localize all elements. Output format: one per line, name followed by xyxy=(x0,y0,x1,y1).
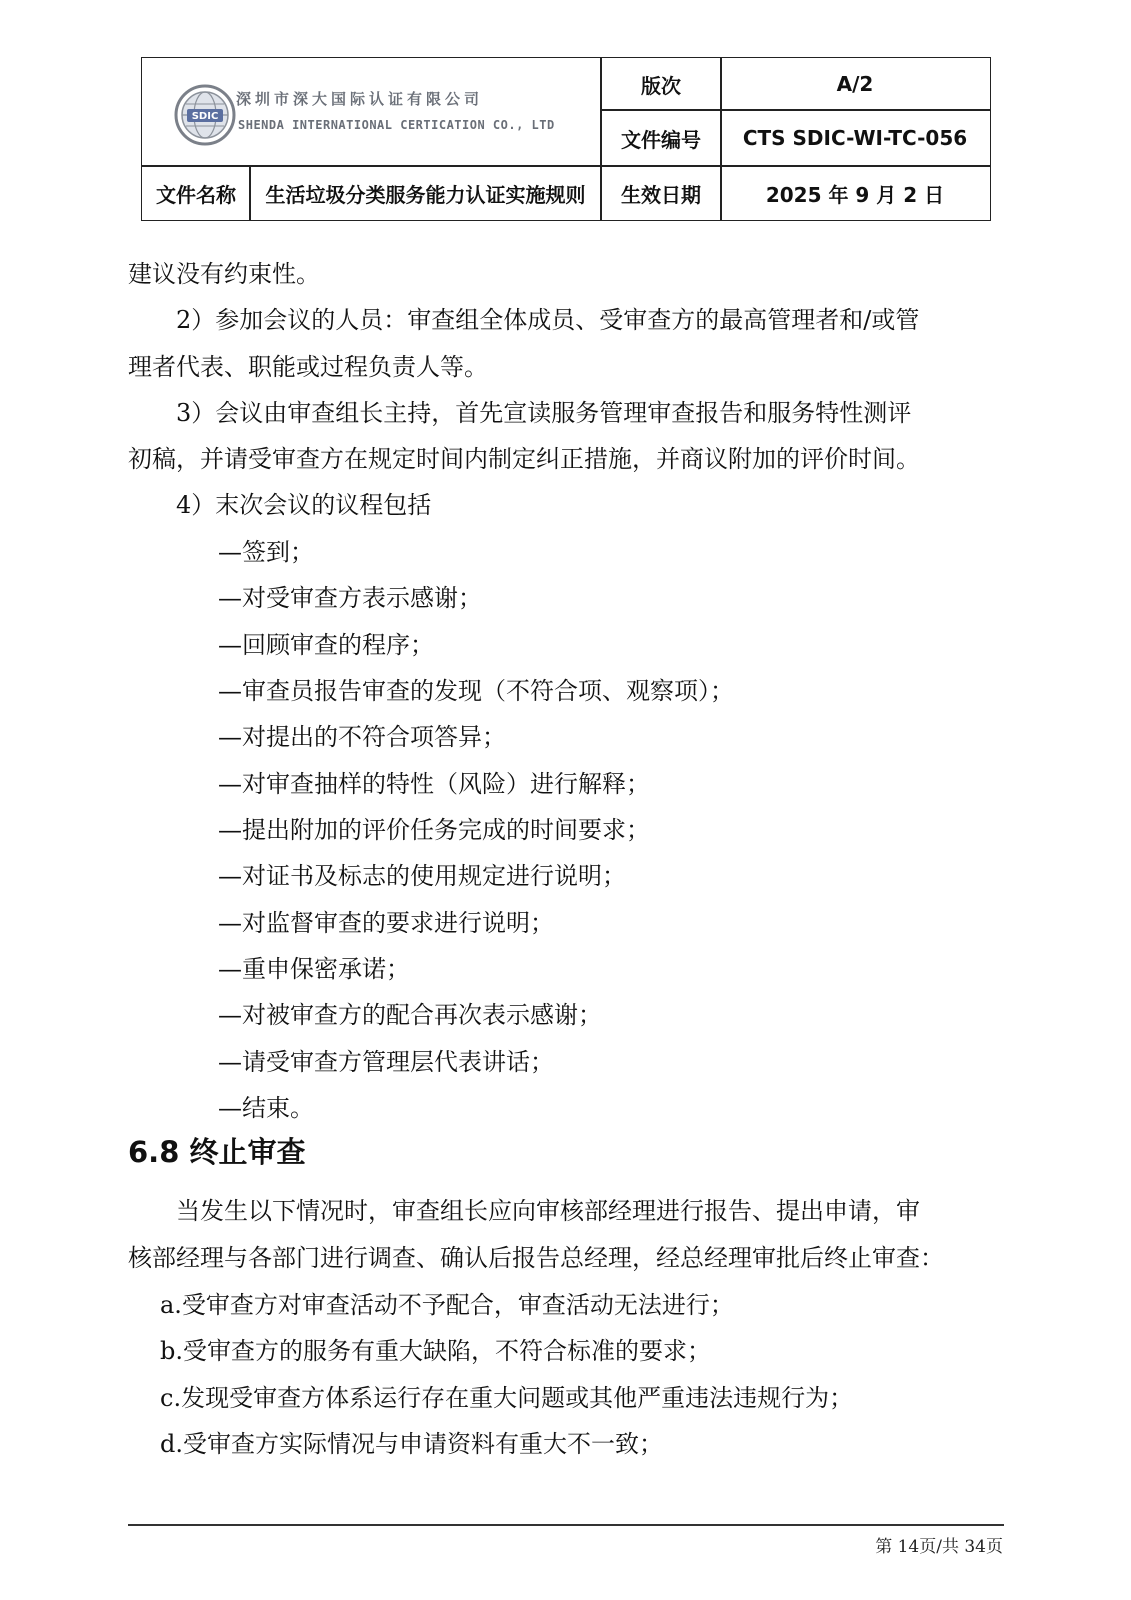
list-item: —提出附加的评价任务完成的时间要求； xyxy=(218,816,650,844)
section-heading: 6.8 终止审查 xyxy=(128,1135,306,1169)
list-item: —回顾审查的程序； xyxy=(218,631,434,659)
doc-number-label: 文件编号 xyxy=(621,127,701,152)
list-item: —签到； xyxy=(218,538,314,566)
company-name-en: SHENDA INTERNATIONAL CERTICATION CO., LTD xyxy=(238,118,555,132)
table-divider xyxy=(249,165,251,220)
version-label: 版次 xyxy=(641,73,681,98)
list-item: —请受审查方管理层代表讲话； xyxy=(218,1048,554,1076)
paragraph-line: 核部经理与各部门进行调查、确认后报告总经理，经总经理审批后终止审查： xyxy=(128,1244,944,1272)
list-item: c.发现受审查方体系运行存在重大问题或其他严重违法违规行为； xyxy=(160,1384,854,1412)
globe-logo-icon xyxy=(174,84,236,146)
doc-name-label: 文件名称 xyxy=(156,182,236,207)
list-item: b.受审查方的服务有重大缺陷，不符合标准的要求； xyxy=(160,1337,711,1365)
company-logo xyxy=(174,84,594,144)
list-item: —结束。 xyxy=(218,1094,314,1122)
doc-name-value: 生活垃圾分类服务能力认证实施规则 xyxy=(265,182,586,207)
list-item: —对提出的不符合项答异； xyxy=(218,723,506,751)
table-divider xyxy=(720,58,722,220)
paragraph-line: 建议没有约束性。 xyxy=(128,260,320,288)
paragraph-line: 初稿，并请受审查方在规定时间内制定纠正措施，并商议附加的评价时间。 xyxy=(128,445,920,473)
list-item: —审查员报告审查的发现（不符合项、观察项）； xyxy=(218,677,734,705)
list-item: —重申保密承诺； xyxy=(218,955,410,983)
version-value: A/2 xyxy=(836,72,874,96)
effective-date-label: 生效日期 xyxy=(621,182,701,207)
paragraph-line: 理者代表、职能或过程负责人等。 xyxy=(128,353,488,381)
table-divider xyxy=(600,58,602,220)
document-header-table xyxy=(141,57,991,221)
list-item: —对被审查方的配合再次表示感谢； xyxy=(218,1001,602,1029)
company-logo-cell xyxy=(142,58,601,166)
table-divider xyxy=(600,109,990,111)
footer-divider xyxy=(128,1524,1004,1526)
list-item: —对监督审查的要求进行说明； xyxy=(218,909,554,937)
list-item: d.受审查方实际情况与申请资料有重大不一致； xyxy=(160,1430,663,1458)
list-item: —对证书及标志的使用规定进行说明； xyxy=(218,862,626,890)
table-divider xyxy=(142,165,990,167)
paragraph-line: 3）会议由审查组长主持，首先宣读服务管理审查报告和服务特性测评 xyxy=(176,399,912,427)
paragraph-line: 4）末次会议的议程包括 xyxy=(176,491,432,519)
paragraph-line: 2）参加会议的人员：审查组全体成员、受审查方的最高管理者和/或管 xyxy=(176,306,920,334)
list-item: —对受审查方表示感谢； xyxy=(218,584,482,612)
doc-number-value: CTS SDIC-WI-TC-056 xyxy=(742,126,968,150)
paragraph-line: 当发生以下情况时，审查组长应向审核部经理进行报告、提出申请，审 xyxy=(176,1197,920,1225)
svg-text:SDIC: SDIC xyxy=(191,111,219,122)
list-item: a.受审查方对审查活动不予配合，审查活动无法进行； xyxy=(160,1291,734,1319)
company-name-cn: 深圳市深大国际认证有限公司 xyxy=(236,90,484,108)
effective-date-value: 2025 年 9 月 2 日 xyxy=(765,182,945,207)
page-number: 第 14页/共 34页 xyxy=(875,1537,1003,1557)
list-item: —对审查抽样的特性（风险）进行解释； xyxy=(218,770,650,798)
